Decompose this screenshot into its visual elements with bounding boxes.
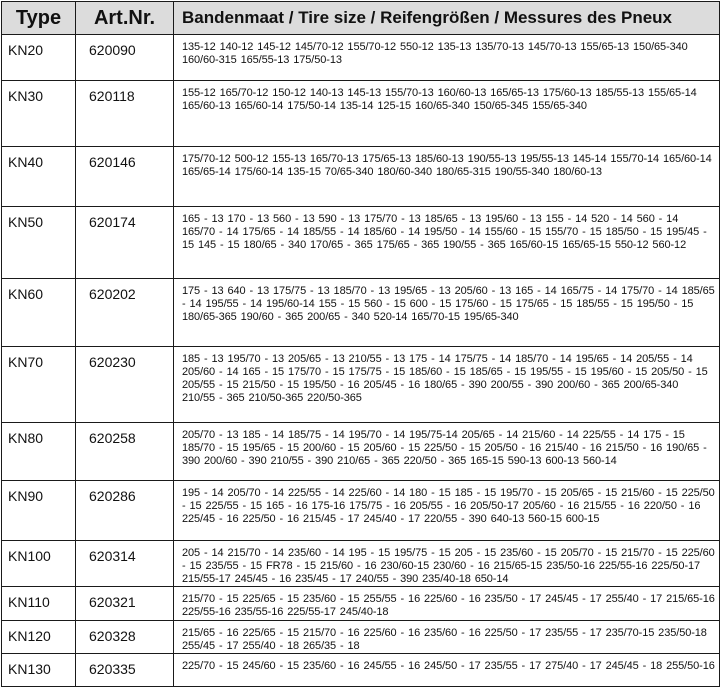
table-row xyxy=(2,81,720,147)
table-row xyxy=(2,147,720,207)
row-type: KN90 xyxy=(2,481,76,541)
table-row xyxy=(2,481,720,541)
row-tire-sizes: 135-12 140-12 145-12 145/70-12 155/70-12 550-12 135-13 135/70-13 145/70-13 155/65-13 150/65-340 160/60-315 165/55-13 175/50-13 xyxy=(174,35,720,81)
row-type: KN70 xyxy=(2,347,76,423)
table-row xyxy=(2,279,720,347)
table-row xyxy=(2,423,720,481)
row-type: KN110 xyxy=(2,587,76,621)
row-type: KN60 xyxy=(2,279,76,347)
row-art-nr: 620335 xyxy=(76,654,174,687)
row-tire-sizes: 175/70-12 500-12 155-13 165/70-13 175/65-13 185/60-13 190/55-13 195/55-13 145-14 155/70-14 165/60-14 165/65-14 175/60-14 135-15 70/65-340 180/60-340 180/65-315 190/55-340 180/60-13 xyxy=(174,147,720,207)
header-art-nr: Art.Nr. xyxy=(76,2,174,35)
table-row xyxy=(2,541,720,587)
row-tire-sizes: 215/65 - 16 225/65 - 15 215/70 - 16 225/60 - 16 235/60 - 16 225/50 - 17 235/55 - 17 235/70-15 235/50-18 255/45 - 17 255/40 - 18 265/35 - 18 xyxy=(174,621,720,654)
table-row xyxy=(2,587,720,621)
row-type: KN20 xyxy=(2,35,76,81)
row-tire-sizes: 165 - 13 170 - 13 560 - 13 590 - 13 175/70 - 13 185/65 - 13 195/60 - 13 155 - 14 520 - 14 560 - 14 165/70 - 14 175/65 - 14 185/55 - 14 185/60 - 14 195/50 - 14 155/60 - 15 155/70 - 15 185/50 - 15 195/45 - 15 145 - 15 180/65 - 340 170/65 - 365 175/65 - 365 190/55 - 365 165/60-15 165/65-15 550-12 560-12 xyxy=(174,207,720,279)
row-art-nr: 620174 xyxy=(76,207,174,279)
row-tire-sizes: 195 - 14 205/70 - 14 225/55 - 14 225/60 - 14 180 - 15 185 - 15 195/70 - 15 205/65 - 15 215/60 - 15 225/50 - 15 225/55 - 15 165 - 16 175-16 175/75 - 16 205/55 - 16 205/50-17 205/60 - 16 215/55 - 16 220/50 - 16 225/45 - 16 225/50 - 16 215/45 - 17 245/40 - 17 220/55 - 390 640-13 560-15 600-15 xyxy=(174,481,720,541)
row-type: KN50 xyxy=(2,207,76,279)
row-tire-sizes: 155-12 165/70-12 150-12 140-13 145-13 155/70-13 160/60-13 165/65-13 175/60-13 185/55-13 155/65-14 165/60-13 165/60-14 175/50-14 135-14 125-15 160/65-340 150/65-345 155/65-340 xyxy=(174,81,720,147)
row-art-nr: 620286 xyxy=(76,481,174,541)
table-row xyxy=(2,207,720,279)
row-type: KN100 xyxy=(2,541,76,587)
row-art-nr: 620090 xyxy=(76,35,174,81)
row-tire-sizes: 215/70 - 15 225/65 - 15 235/60 - 15 255/55 - 16 225/60 - 16 235/50 - 17 245/45 - 17 255/40 - 17 215/65-16 225/55-16 235/55-16 225/55-17 245/40-18 xyxy=(174,587,720,621)
row-type: KN80 xyxy=(2,423,76,481)
row-art-nr: 620146 xyxy=(76,147,174,207)
row-art-nr: 620328 xyxy=(76,621,174,654)
row-tire-sizes: 185 - 13 195/70 - 13 205/65 - 13 210/55 - 13 175 - 14 175/75 - 14 185/70 - 14 195/65 - 14 205/55 - 14 205/60 - 14 165 - 15 175/70 - 15 175/75 - 15 185/60 - 15 185/65 - 15 195/55 - 15 195/60 - 15 205/50 - 15 205/55 - 15 215/50 - 15 195/50 - 16 205/45 - 16 180/65 - 390 200/55 - 390 200/60 - 365 200/65-340 210/55 - 365 210/50-365 220/50-365 xyxy=(174,347,720,423)
row-tire-sizes: 225/70 - 15 245/60 - 15 235/60 - 16 245/55 - 16 245/50 - 17 235/55 - 17 275/40 - 17 245/45 - 18 255/50-16 xyxy=(174,654,720,687)
row-type: KN40 xyxy=(2,147,76,207)
header-row xyxy=(2,2,720,35)
row-art-nr: 620321 xyxy=(76,587,174,621)
row-art-nr: 620258 xyxy=(76,423,174,481)
row-type: KN130 xyxy=(2,654,76,687)
table-row xyxy=(2,621,720,654)
row-type: KN120 xyxy=(2,621,76,654)
header-type: Type xyxy=(2,2,76,35)
table-row xyxy=(2,654,720,687)
row-type: KN30 xyxy=(2,81,76,147)
row-art-nr: 620314 xyxy=(76,541,174,587)
table-row xyxy=(2,347,720,423)
row-tire-sizes: 205/70 - 13 185 - 14 185/75 - 14 195/70 - 14 195/75-14 205/65 - 14 215/60 - 14 225/55 - 14 175 - 15 185/70 - 15 195/65 - 15 200/60 - 15 205/60 - 15 225/50 - 15 205/50 - 16 215/40 - 16 215/50 - 16 190/65 - 390 200/60 - 390 210/55 - 390 210/65 - 365 220/50 - 365 165-15 590-13 600-13 560-14 xyxy=(174,423,720,481)
row-tire-sizes: 205 - 14 215/70 - 14 235/60 - 14 195 - 15 195/75 - 15 205 - 15 235/60 - 15 205/70 - 15 215/70 - 15 225/60 - 15 235/55 - 15 FR78 - 15 215/60 - 16 230/60-15 230/60 - 16 215/65-15 235/50-16 225/55-16 225/50-17 215/55-17 245/45 - 16 235/45 - 17 240/55 - 390 235/40-18 650-14 xyxy=(174,541,720,587)
row-art-nr: 620202 xyxy=(76,279,174,347)
table-row xyxy=(2,35,720,81)
tire-size-table xyxy=(1,1,720,687)
row-art-nr: 620118 xyxy=(76,81,174,147)
header-tire-size: Bandenmaat / Tire size / Reifengrößen / Messures des Pneux xyxy=(174,2,720,35)
row-art-nr: 620230 xyxy=(76,347,174,423)
row-tire-sizes: 175 - 13 640 - 13 175/75 - 13 185/70 - 13 195/65 - 13 205/60 - 13 165 - 14 165/75 - 14 175/70 - 14 185/65 - 14 195/55 - 14 195/60-14 155 - 15 560 - 15 600 - 15 175/60 - 15 175/65 - 15 185/55 - 15 195/50 - 15 180/65-365 190/60 - 365 200/65 - 340 520-14 165/70-15 195/65-340 xyxy=(174,279,720,347)
